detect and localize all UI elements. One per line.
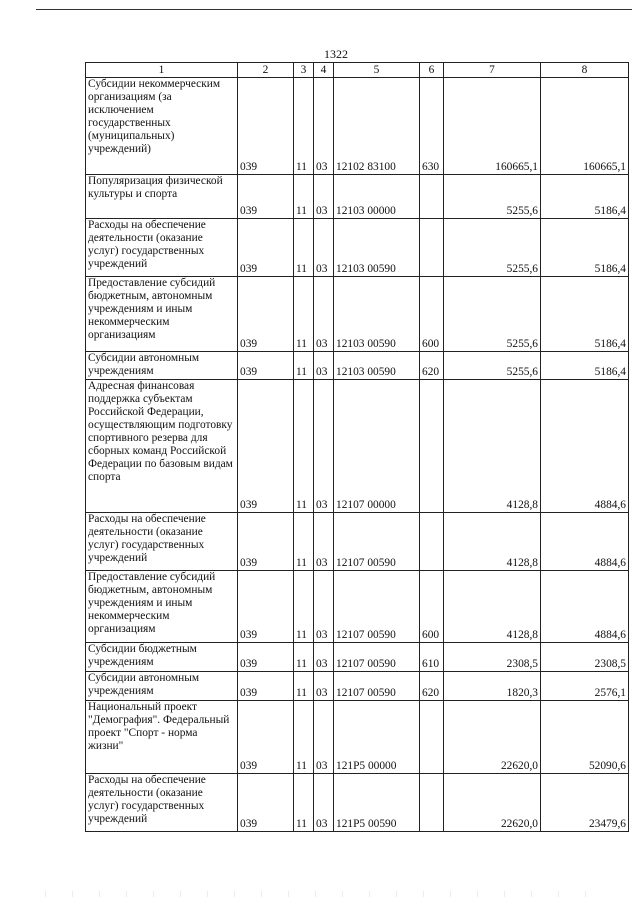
row-amount-year2: 5186,4 (541, 175, 629, 219)
row-target-article-code: 121P5 00000 (334, 701, 420, 774)
row-expense-type-code (420, 701, 444, 774)
row-amount-year2: 23479,6 (541, 774, 629, 832)
table-row (86, 380, 629, 513)
row-target-article-code: 12107 00590 (334, 672, 420, 701)
table-row (86, 774, 629, 832)
row-amount-year1: 4128,8 (444, 513, 541, 571)
row-amount-year1: 1820,3 (444, 672, 541, 701)
row-amount-year2: 4884,6 (541, 513, 629, 571)
row-amount-year2: 5186,4 (541, 219, 629, 277)
row-section-code: 11 (294, 380, 314, 513)
row-amount-year1: 5255,6 (444, 352, 541, 380)
row-name: Субсидии автономным учреждениям (86, 672, 238, 701)
row-name: Субсидии бюджетным учреждениям (86, 643, 238, 672)
table-row (86, 175, 629, 219)
row-name: Адресная финансовая поддержка субъектам Российской Федерации, осуществляющим подготовку спортивного резерва для сборных команд Российской Федерации по базовым видам спорта (86, 380, 238, 513)
row-amount-year1: 22620,0 (444, 701, 541, 774)
row-amount-year2: 2308,5 (541, 643, 629, 672)
header-cell: 1 (86, 63, 238, 78)
row-amount-year2: 2576,1 (541, 672, 629, 701)
row-name: Популяризация физической культуры и спорта (86, 175, 238, 219)
row-section-code: 11 (294, 774, 314, 832)
row-subsection-code: 03 (314, 352, 334, 380)
row-amount-year1: 22620,0 (444, 774, 541, 832)
row-expense-type-code (420, 219, 444, 277)
row-grbs-code: 039 (238, 175, 294, 219)
row-expense-type-code: 600 (420, 571, 444, 643)
table-row (86, 219, 629, 277)
row-amount-year1: 4128,8 (444, 380, 541, 513)
row-grbs-code: 039 (238, 513, 294, 571)
row-target-article-code: 12107 00590 (334, 643, 420, 672)
header-cell: 7 (444, 63, 541, 78)
row-grbs-code: 039 (238, 219, 294, 277)
row-expense-type-code: 600 (420, 277, 444, 352)
row-amount-year2: 52090,6 (541, 701, 629, 774)
row-name: Расходы на обеспечение деятельности (оказание услуг) государственных учреждений (86, 513, 238, 571)
table-row (86, 701, 629, 774)
row-target-article-code: 12107 00590 (334, 571, 420, 643)
header-cell: 3 (294, 63, 314, 78)
row-target-article-code: 12102 83100 (334, 78, 420, 175)
row-subsection-code: 03 (314, 672, 334, 701)
row-section-code: 11 (294, 672, 314, 701)
header-cell: 5 (334, 63, 420, 78)
budget-table (85, 62, 629, 832)
row-name: Предоставление субсидий бюджетным, автономным учреждениям и иным некоммерческим организациям (86, 571, 238, 643)
row-amount-year1: 5255,6 (444, 219, 541, 277)
row-target-article-code: 12103 00000 (334, 175, 420, 219)
row-grbs-code: 039 (238, 380, 294, 513)
row-name: Расходы на обеспечение деятельности (оказание услуг) государственных учреждений (86, 774, 238, 832)
row-subsection-code: 03 (314, 774, 334, 832)
row-expense-type-code (420, 380, 444, 513)
row-section-code: 11 (294, 277, 314, 352)
row-name: Расходы на обеспечение деятельности (оказание услуг) государственных учреждений (86, 219, 238, 277)
row-expense-type-code: 610 (420, 643, 444, 672)
row-expense-type-code (420, 513, 444, 571)
row-subsection-code: 03 (314, 175, 334, 219)
table-row (86, 277, 629, 352)
scan-noise (36, 891, 596, 897)
row-expense-type-code: 620 (420, 352, 444, 380)
row-expense-type-code (420, 175, 444, 219)
row-name: Национальный проект "Демография". Федеральный проект "Спорт - норма жизни" (86, 701, 238, 774)
row-section-code: 11 (294, 78, 314, 175)
row-name: Субсидии некоммерческим организациям (за исключением государственных (муниципальных) учреждений) (86, 78, 238, 175)
row-target-article-code: 121P5 00590 (334, 774, 420, 832)
row-section-code: 11 (294, 513, 314, 571)
row-amount-year1: 160665,1 (444, 78, 541, 175)
row-target-article-code: 12103 00590 (334, 352, 420, 380)
row-section-code: 11 (294, 571, 314, 643)
row-target-article-code: 12103 00590 (334, 277, 420, 352)
row-subsection-code: 03 (314, 219, 334, 277)
row-amount-year2: 4884,6 (541, 380, 629, 513)
table-row (86, 513, 629, 571)
header-cell: 4 (314, 63, 334, 78)
row-grbs-code: 039 (238, 774, 294, 832)
row-expense-type-code (420, 774, 444, 832)
row-expense-type-code: 620 (420, 672, 444, 701)
table-row (86, 78, 629, 175)
header-cell: 6 (420, 63, 444, 78)
header-row (86, 63, 629, 78)
row-subsection-code: 03 (314, 643, 334, 672)
row-subsection-code: 03 (314, 78, 334, 175)
row-amount-year2: 160665,1 (541, 78, 629, 175)
page-number: 1322 (324, 47, 348, 61)
top-rule (36, 9, 632, 10)
row-amount-year1: 5255,6 (444, 277, 541, 352)
row-grbs-code: 039 (238, 78, 294, 175)
table-row (86, 352, 629, 380)
row-section-code: 11 (294, 701, 314, 774)
row-subsection-code: 03 (314, 513, 334, 571)
table-row (86, 571, 629, 643)
row-expense-type-code: 630 (420, 78, 444, 175)
row-amount-year2: 5186,4 (541, 277, 629, 352)
row-grbs-code: 039 (238, 571, 294, 643)
row-section-code: 11 (294, 643, 314, 672)
row-grbs-code: 039 (238, 352, 294, 380)
table-row (86, 672, 629, 701)
row-section-code: 11 (294, 352, 314, 380)
header-cell: 2 (238, 63, 294, 78)
row-amount-year1: 4128,8 (444, 571, 541, 643)
header-cell: 8 (541, 63, 629, 78)
row-target-article-code: 12103 00590 (334, 219, 420, 277)
row-grbs-code: 039 (238, 672, 294, 701)
row-amount-year2: 4884,6 (541, 571, 629, 643)
row-amount-year2: 5186,4 (541, 352, 629, 380)
row-name: Субсидии автономным учреждениям (86, 352, 238, 380)
row-target-article-code: 12107 00590 (334, 513, 420, 571)
table-row (86, 643, 629, 672)
row-grbs-code: 039 (238, 701, 294, 774)
row-target-article-code: 12107 00000 (334, 380, 420, 513)
row-subsection-code: 03 (314, 380, 334, 513)
row-section-code: 11 (294, 175, 314, 219)
row-amount-year1: 5255,6 (444, 175, 541, 219)
row-amount-year1: 2308,5 (444, 643, 541, 672)
row-subsection-code: 03 (314, 277, 334, 352)
row-grbs-code: 039 (238, 643, 294, 672)
row-name: Предоставление субсидий бюджетным, автономным учреждениям и иным некоммерческим организациям (86, 277, 238, 352)
row-subsection-code: 03 (314, 701, 334, 774)
row-subsection-code: 03 (314, 571, 334, 643)
row-section-code: 11 (294, 219, 314, 277)
row-grbs-code: 039 (238, 277, 294, 352)
